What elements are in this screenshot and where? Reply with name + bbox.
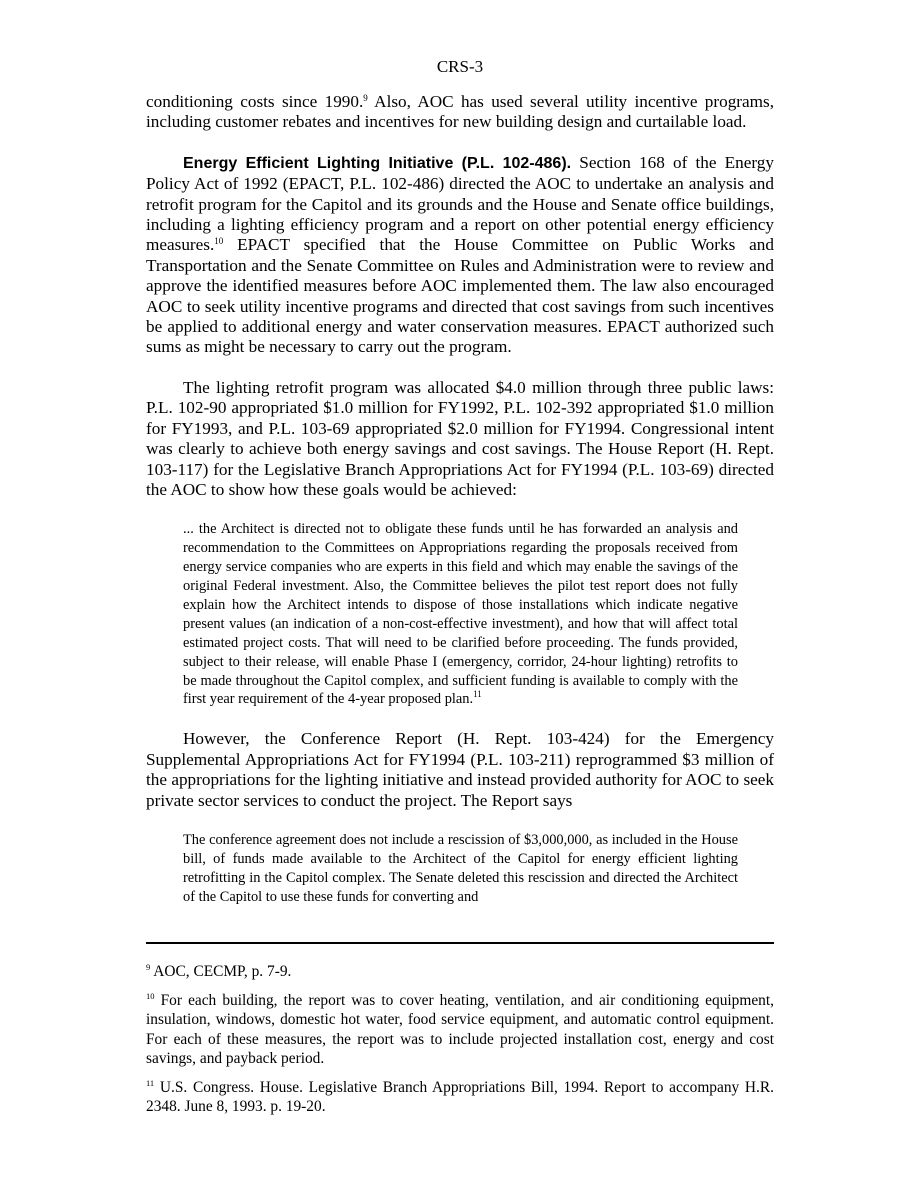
footnote-text: For each building, the report was to cover heating, ventilation, and air conditioning equipment, insulation, windows, domestic hot water, food service equipment, and automatic control equipment. For each of these measures, the report was to include projected installation cost, energy and cost savings, and payback period. <box>146 991 774 1067</box>
block-quote-conference-agreement: The conference agreement does not include a rescission of $3,000,000, as included in the House bill, of funds made available to the Architect of the Capitol for energy efficient lighting retrofitting in the Capitol complex. The Senate deleted this rescission and directed the Architect of the Capitol to use these funds for converting and <box>183 832 738 905</box>
paragraph-continuation <box>146 92 774 133</box>
footnote-ref: 11 <box>473 689 482 700</box>
footnote-divider <box>146 942 774 944</box>
footnote <box>146 1078 774 1117</box>
footnote <box>146 962 774 982</box>
footnote-number: 9 <box>146 962 151 972</box>
footnotes <box>146 962 774 1126</box>
page-header: CRS-3 <box>436 57 484 76</box>
paragraph-text: Also, AOC has used several utility incentive programs, including customer rebates and incentives for new building design and curtailable load. <box>146 92 775 132</box>
footnote-number: 11 <box>146 1077 155 1088</box>
footnote <box>146 991 774 1069</box>
paragraph-text: Section 168 of the Energy Policy Act of 1992 (EPACT, P.L. 102-486) directed the AOC to undertake an analysis and retrofit program for the Capitol and its grounds and the House and Senate office buildings, including a lighting efficiency program and a report on other potential energy efficiency measures. <box>146 152 774 255</box>
paragraph-conference-report: However, the Conference Report (H. Rept. 103-424) for the Emergency Supplemental Appropriations Act for FY1994 (P.L. 103-211) reprogrammed $3 million of the appropriations for the lighting initiative and instead provided authority for AOC to seek private sector services to conduct the project. The Report says <box>146 729 774 810</box>
footnote-text: AOC, CECMP, p. 7-9. <box>153 963 292 980</box>
footnote-ref: 9 <box>363 93 368 103</box>
paragraph-lighting-initiative <box>146 153 774 358</box>
section-heading: Energy Efficient Lighting Initiative (P.L. 102-486). <box>183 154 572 172</box>
body-text <box>146 92 774 907</box>
footnote-number: 10 <box>146 990 155 1001</box>
footnote-text: U.S. Congress. House. Legislative Branch Appropriations Bill, 1994. Report to accompany H.R. 2348. June 8, 1993. p. 19-20. <box>146 1078 774 1115</box>
footnote-ref: 10 <box>214 236 224 247</box>
block-quote-house-report <box>183 520 738 709</box>
paragraph-retrofit-program: The lighting retrofit program was allocated $4.0 million through three public laws: P.L. 102-90 appropriated $1.0 million for FY1992, P.L. 102-392 appropriated $1.0 million for FY1993, and P.L. 103-69 appropriated $2.0 million for FY1994. Congressional intent was clearly to achieve both energy savings and cost savings. The House Report (H. Rept. 103-117) for the Legislative Branch Appropriations Act for FY1994 (P.L. 103-69) directed the AOC to show how these goals would be achieved: <box>146 377 774 499</box>
paragraph-text: conditioning costs since 1990. <box>146 92 364 111</box>
paragraph-text: EPACT specified that the House Committee on Public Works and Transportation and the Senate Committee on Rules and Administration were to review and approve the identified measures before AOC implemented them. The law also encouraged AOC to seek utility incentive programs and directed that cost savings from such incentives be applied to additional energy and water conservation measures. EPACT authorized such sums as might be necessary to carry out the program. <box>146 235 774 357</box>
quote-text: ... the Architect is directed not to obligate these funds until he has forwarded an analysis and recommendation to the Committees on Appropriations regarding the proposals received from energy service companies who are experts in this field and which may enable the savings of the original Federal investment. Also, the Committee believes the pilot test report does not fully explain how the Architect intends to dispose of those installations which indicate negative present values (an indication of a non-cost-effective investment), and how that will affect total estimated project costs. That will need to be clarified before proceeding. The funds provided, subject to their release, will enable Phase I (emergency, corridor, 24-hour lighting) retrofits to be made throughout the Capitol complex, and sufficient funding is available to comply with the first year requirement of the 4-year proposed plan. <box>183 521 738 708</box>
